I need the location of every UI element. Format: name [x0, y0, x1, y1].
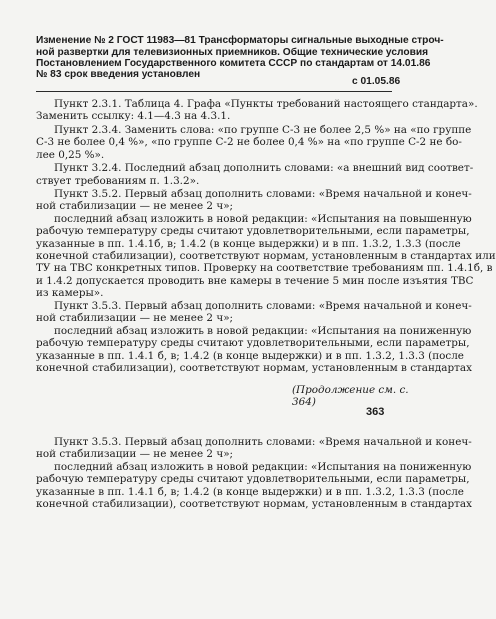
text-line: указанные в пп. 1.4.1б, в; 1.4.2 (в конце выдержки) и в пп. 1.3.2, 1.3.3 (после — [36, 238, 461, 250]
header-line-4: № 83 срок введения установлен — [36, 69, 201, 80]
text-line: лее 0,25 %». — [36, 149, 105, 161]
text-line: рабочую температуру среды считают удовлетворительными, если параметры, — [36, 225, 470, 237]
text-line: С-3 не более 0,4 %», «по группе С-2 не более 0,4 %» на «по группе С-2 не бо- — [36, 136, 462, 148]
text-line: Пункт 3.5.3. Первый абзац дополнить словами: «Время начальной и конеч- — [54, 300, 472, 312]
text-line: конечной стабилизации), соответствуют нормам, установленным в стандартах или — [36, 250, 496, 262]
text-line: конечной стабилизации), соответствуют нормам, установленным в стандартах — [36, 498, 472, 510]
text-line: Пункт 3.5.3. Первый абзац дополнить словами: «Время начальной и конеч- — [54, 436, 472, 448]
text-line: указанные в пп. 1.4.1 б, в; 1.4.2 (в конце выдержки) и в пп. 1.3.2, 1.3.3 (после — [36, 486, 464, 498]
text-line: последний абзац изложить в новой редакции: «Испытания на пониженную — [54, 325, 472, 337]
page-number: 363 — [366, 406, 385, 418]
text-line: указанные в пп. 1.4.1 б, в; 1.4.2 (в конце выдержки) и в пп. 1.3.2, 1.3.3 (после — [36, 350, 464, 362]
continuation-note: (Продолжение см. с. 364) — [292, 384, 409, 408]
header-line-2: ной развертки для телевизионных приемников. Общие технические условия — [36, 47, 429, 58]
text-line: ной стабилизации — не менее 2 ч»; — [36, 448, 234, 460]
text-line: ной стабилизации — не менее 2 ч»; — [36, 312, 234, 324]
header-line-3: Постановлением Государственного комитета СССР по стандартам от 14.01.86 — [36, 58, 431, 69]
text-line: Пункт 3.5.2. Первый абзац дополнить словами: «Время начальной и конеч- — [54, 188, 472, 200]
text-line: Пункт 2.3.1. Таблица 4. Графа «Пункты требований настоящего стандарта». — [54, 98, 478, 110]
text-line: Пункт 3.2.4. Последний абзац дополнить словами: «а внешний вид соответ- — [54, 162, 474, 174]
text-line: и 1.4.2 допускается проводить вне камеры в течение 5 мин после изъятия ТВС — [36, 275, 474, 287]
text-line: Заменить ссылку: 4.1—4.3 на 4.3.1. — [36, 110, 231, 122]
text-line: ствует требованиям п. 1.3.2». — [36, 175, 200, 187]
text-line: рабочую температуру среды считают удовлетворительными, если параметры, — [36, 337, 470, 349]
header-line-1: Изменение № 2 ГОСТ 11983—81 Трансформаторы сигнальные выходные строч- — [36, 35, 444, 46]
text-line: Пункт 2.3.4. Заменить слова: «по группе С-3 не более 2,5 %» на «по группе — [54, 124, 472, 136]
effective-date: с 01.05.86 — [352, 76, 401, 87]
text-line: последний абзац изложить в новой редакции: «Испытания на пониженную — [54, 461, 472, 473]
text-line: ной стабилизации — не менее 2 ч»; — [36, 200, 234, 212]
text-line: последний абзац изложить в новой редакции: «Испытания на повышенную — [54, 213, 472, 225]
text-line: рабочую температуру среды считают удовлетворительными, если параметры, — [36, 473, 470, 485]
text-line: конечной стабилизации), соответствуют нормам, установленным в стандартах — [36, 362, 472, 374]
header-rule — [36, 91, 392, 92]
text-line: из камеры». — [36, 287, 104, 299]
text-line: ТУ на ТВС конкретных типов. Проверку на соответствие требованиям пп. 1.4.1б, в — [36, 262, 493, 274]
